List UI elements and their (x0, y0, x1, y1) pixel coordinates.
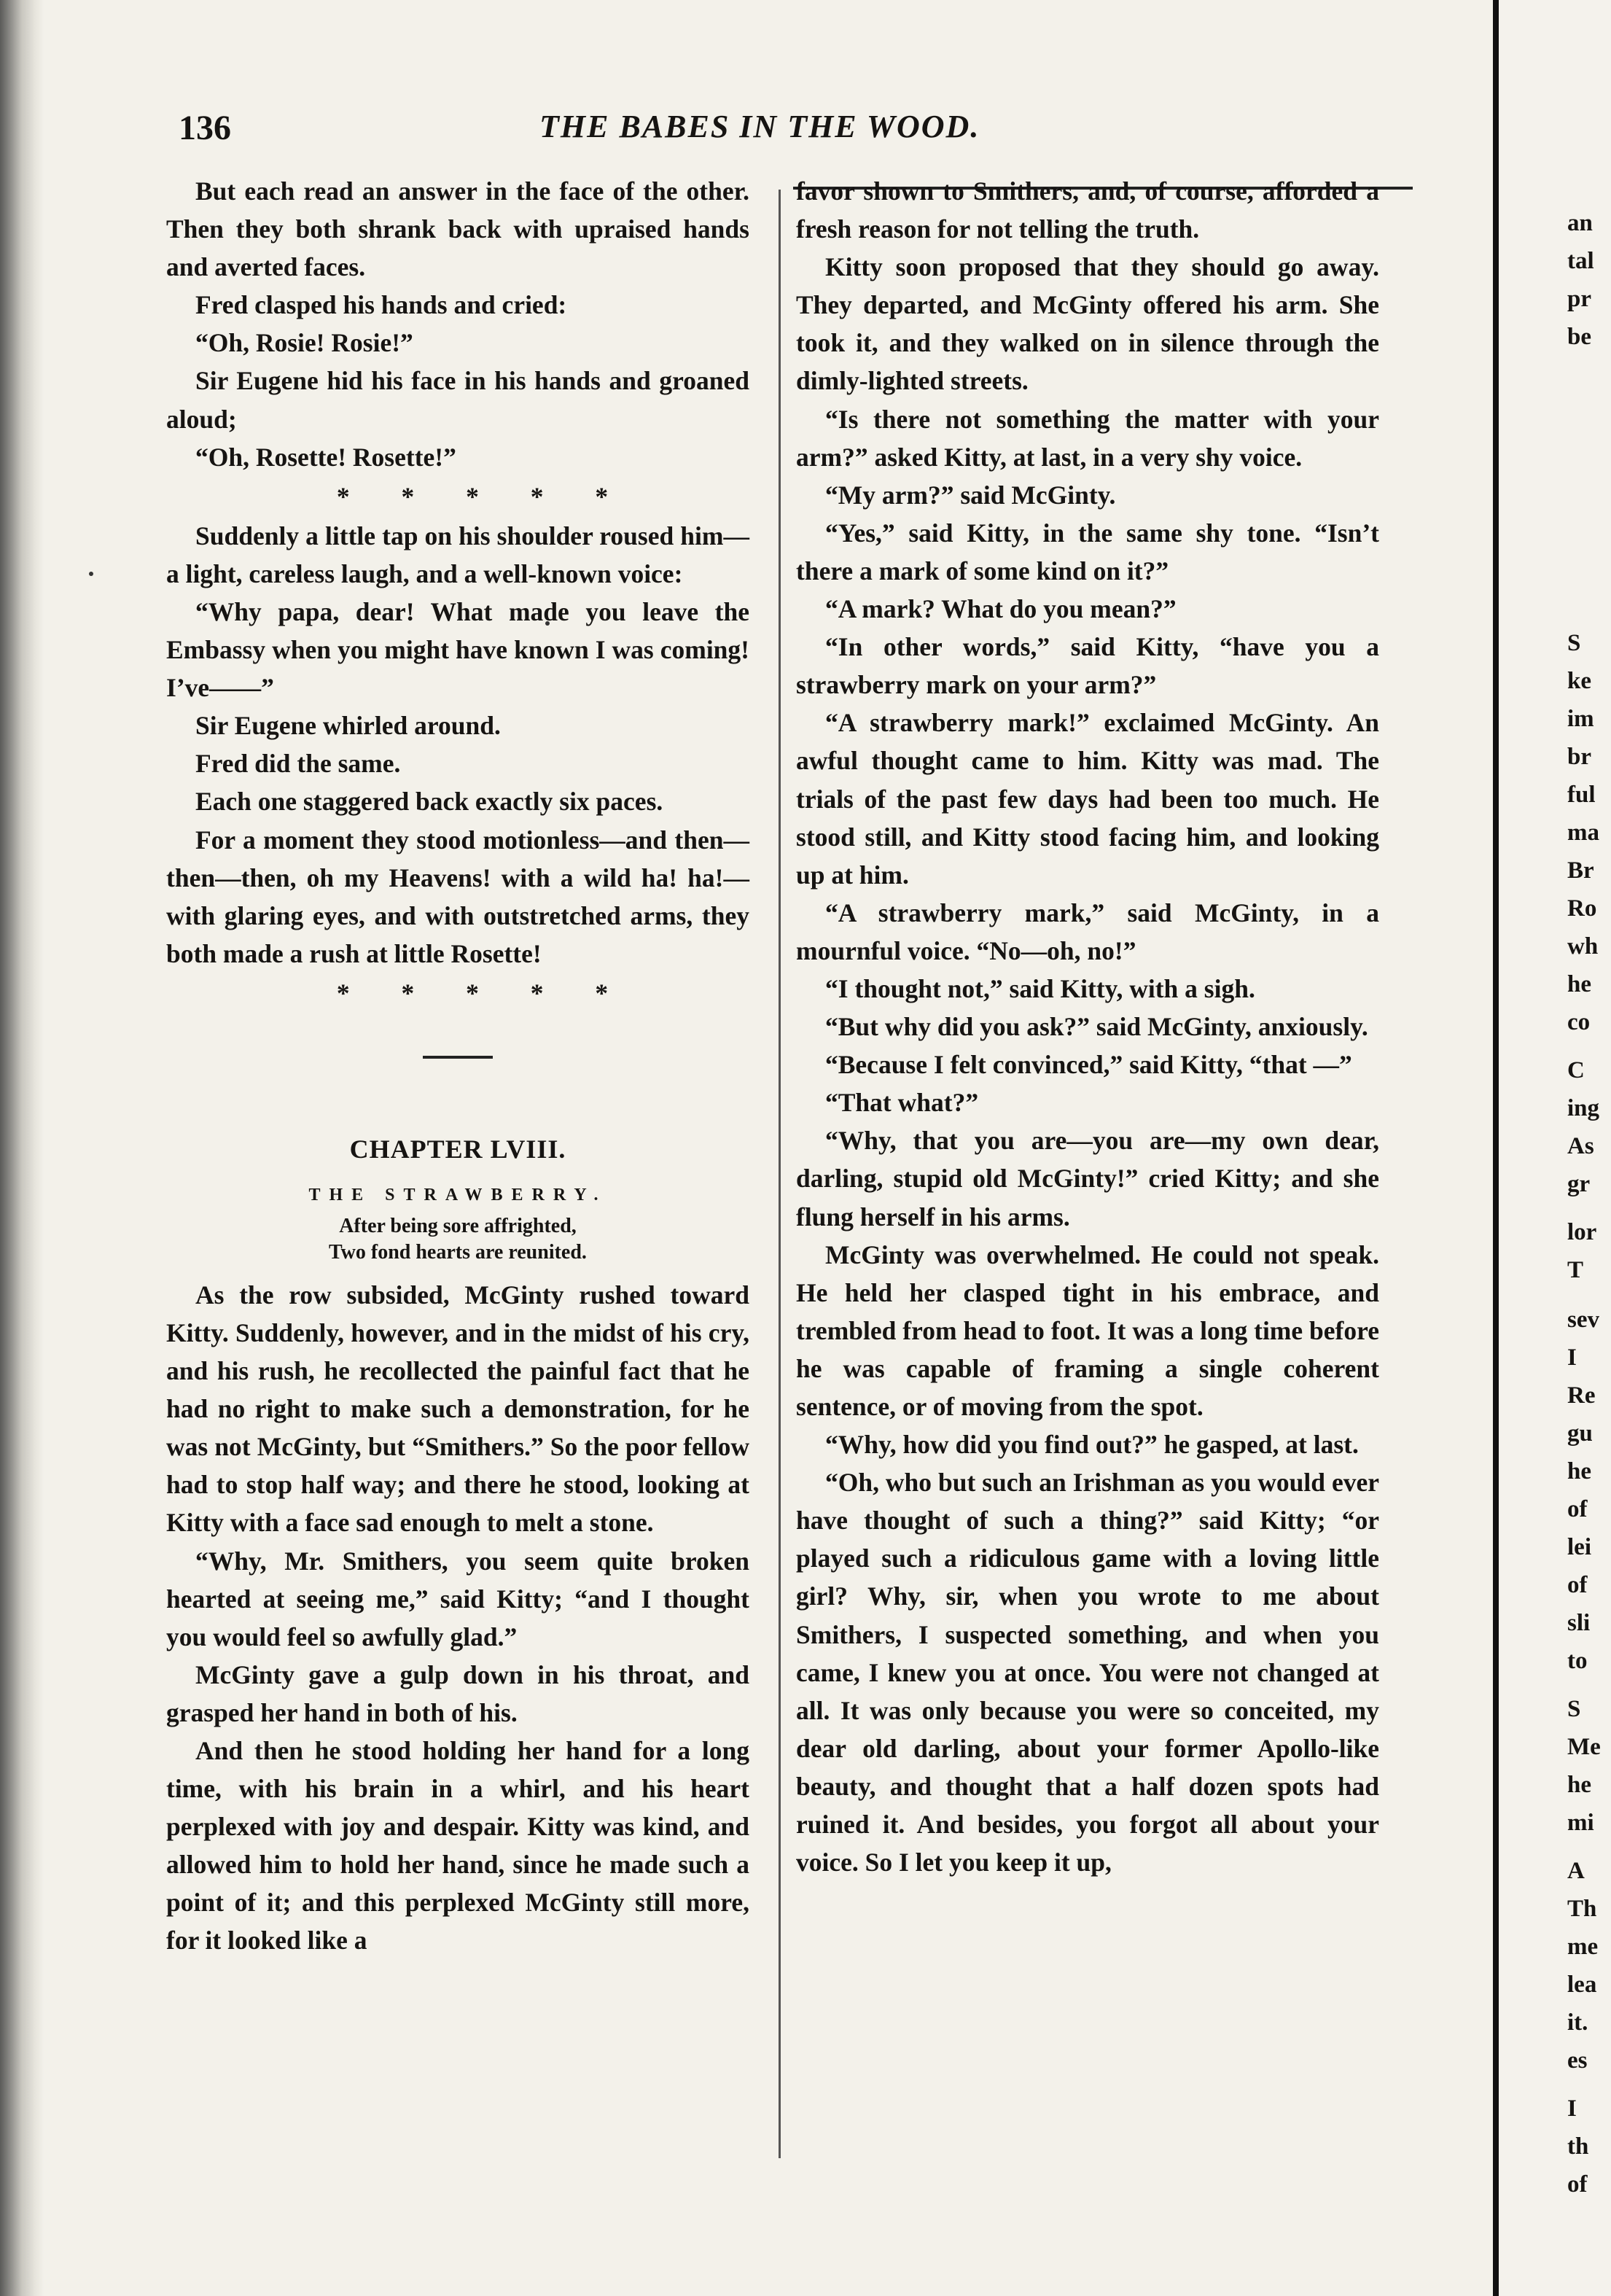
adjacent-page-fragment: it. (1567, 2009, 1588, 2036)
paragraph: favor shown to Smithers, and, of course, afforded a fresh reason for not telling the truth. (796, 176, 1379, 244)
adjacent-page-fragment: lei (1567, 1534, 1591, 1560)
adjacent-page-fragment: of (1567, 1572, 1588, 1598)
paragraph: Kitty soon proposed that they should go away. They departed, and McGinty offered his arm. She took it, and they walked on in silence through the dimly-lighted streets. (796, 252, 1379, 396)
adjacent-page-fragment: mi (1567, 1810, 1594, 1836)
paragraph: “I thought not,” said Kitty, with a sigh. (825, 973, 1255, 1003)
adjacent-page-fragment: S (1567, 1696, 1581, 1722)
adjacent-page-fragment: lor (1567, 1219, 1597, 1245)
adjacent-page-fragment: ma (1567, 820, 1599, 846)
adjacent-page-fragment: me (1567, 1934, 1599, 1960)
paragraph: “A strawberry mark,” said McGinty, in a mournful voice. “No—oh, no!” (796, 898, 1379, 965)
paragraph: “Why papa, dear! What made you leave the Embassy when you might have known I was coming! I’ve——” (166, 596, 749, 703)
paragraph: “Is there not something the matter with your arm?” asked Kitty, at last, in a very shy voice. (796, 404, 1379, 472)
adjacent-page-fragment: Ro (1567, 895, 1597, 922)
paragraph: Each one staggered back exactly six paces. (195, 787, 663, 817)
running-title: THE BABES IN THE WOOD. (539, 109, 980, 144)
adjacent-page-fragment: gu (1567, 1420, 1593, 1447)
paragraph: But each read an answer in the face of the other. Then they both shrank back with upraised hands and averted faces. (166, 176, 749, 282)
paragraph: Sir Eugene whirled around. (195, 711, 501, 741)
adjacent-page-fragment: pr (1567, 286, 1591, 312)
chapter-rule (423, 1056, 493, 1059)
epigraph-line: After being sore affrighted, (339, 1214, 577, 1237)
paragraph: Fred did the same. (195, 749, 401, 779)
chapter-epigraph (166, 1213, 749, 1266)
adjacent-page-fragment: S (1567, 630, 1581, 656)
adjacent-page-fragment: of (1567, 2171, 1588, 2198)
paragraph: “Oh, Rosie! Rosie!” (195, 328, 413, 358)
paragraph: “My arm?” said McGinty. (825, 480, 1116, 510)
paragraph: “Why, how did you find out?” he gasped, at last. (825, 1430, 1359, 1460)
adjacent-page-fragment: lea (1567, 1972, 1597, 1998)
chapter-title: CHAPTER LVIII. (349, 1134, 566, 1164)
adjacent-page-fragment: im (1567, 706, 1594, 732)
adjacent-page-fragment: C (1567, 1057, 1585, 1083)
column-divider (779, 190, 781, 2158)
print-speck (89, 572, 93, 576)
paragraph: Suddenly a little tap on his shoulder roused him—a light, careless laugh, and a well-known voice: (166, 521, 749, 588)
adjacent-page-fragment: tal (1567, 248, 1594, 274)
adjacent-page-fragment: ke (1567, 668, 1591, 694)
paragraph: Sir Eugene hid his face in his hands and groaned aloud; (166, 366, 749, 434)
adjacent-page-fragment: he (1567, 971, 1591, 997)
right-column (796, 172, 1379, 1881)
paragraph: “In other words,” said Kitty, “have you a strawberry mark on your arm?” (796, 632, 1379, 700)
paragraph: McGinty was overwhelmed. He could not speak. He held her clasped tight in his embrace, and trembled from head to foot. It was a long time before he was capable of framing a single coherent sentence, or of moving from the spot. (796, 1240, 1379, 1421)
adjacent-page-fragment: Me (1567, 1734, 1601, 1760)
adjacent-page-fragment: A (1567, 1858, 1585, 1884)
adjacent-page-fragment: of (1567, 1496, 1588, 1522)
adjacent-page-fragment: I (1567, 2095, 1577, 2122)
adjacent-page-fragment: be (1567, 324, 1591, 350)
adjacent-page-fragment: es (1567, 2047, 1588, 2074)
section-break-stars: * * * * * (336, 978, 609, 1008)
page-number: 136 (179, 109, 231, 147)
paragraph: “But why did you ask?” said McGinty, anxiously. (825, 1012, 1368, 1042)
page-edge (1493, 0, 1499, 2296)
adjacent-page-fragment: to (1567, 1648, 1588, 1674)
adjacent-page-fragment: ing (1567, 1095, 1600, 1121)
paragraph: “Oh, who but such an Irishman as you would ever have thought of such a thing?” said Kitty; “or played such a ridiculous game with a loving little girl? Why, sir, when you wrote to me about Smithers, I suspected something, and when you came, I knew you at once. You were not changed at all. It was only because you were so conceited, my dear old darling, about your former Apollo-like beauty, and thought that a half dozen spots had ruined it. And besides, you forgot all about your voice. So I let you keep it up, (796, 1468, 1379, 1877)
left-column (166, 172, 749, 1960)
adjacent-page-fragment: co (1567, 1009, 1591, 1035)
paragraph: And then he stood holding her hand for a long time, with his brain in a whirl, and his heart perplexed with joy and despair. Kitty was kind, and allowed him to hold her hand, since he made such a point of it; and this perplexed McGinty still more, for it looked like a (166, 1736, 749, 1956)
binding-gutter (0, 0, 44, 2296)
chapter-subtitle: THE STRAWBERRY. (308, 1185, 607, 1205)
adjacent-page-fragment: an (1567, 210, 1593, 236)
paragraph: “Why, that you are—you are—my own dear, darling, stupid old McGinty!” cried Kitty; and she flung herself in his arms. (796, 1126, 1379, 1231)
paragraph: “A mark? What do you mean?” (825, 594, 1177, 624)
paragraph: “Yes,” said Kitty, in the same shy tone. “Isn’t there a mark of some kind on it?” (796, 518, 1379, 585)
adjacent-page-fragment: gr (1567, 1171, 1591, 1197)
paragraph: Fred clasped his hands and cried: (195, 290, 567, 320)
paragraph: McGinty gave a gulp down in his throat, and grasped her hand in both of his. (166, 1659, 749, 1727)
adjacent-page-fragment: he (1567, 1772, 1591, 1798)
adjacent-page-fragment: Br (1567, 857, 1594, 884)
paragraph: “Because I felt convinced,” said Kitty, “that —” (825, 1050, 1352, 1080)
adjacent-page-fragment: br (1567, 744, 1591, 770)
adjacent-page-fragment: Th (1567, 1896, 1597, 1922)
paragraph: “A strawberry mark!” exclaimed McGinty. An awful thought came to him. Kitty was mad. The trials of the past few days had been too much. He stood still, and Kitty stood facing him, and looking up at him. (796, 708, 1379, 890)
paragraph: For a moment they stood motionless—and then—then—then, oh my Heavens! with a wild ha! ha!—with glaring eyes, and with outstretched arms, they both made a rush at little Rosette! (166, 825, 749, 968)
adjacent-page-fragment: he (1567, 1458, 1591, 1484)
epigraph-line: Two fond hearts are reunited. (329, 1240, 587, 1264)
adjacent-page-fragment: sev (1567, 1307, 1599, 1333)
adjacent-page-fragment: sli (1567, 1610, 1591, 1636)
paragraph: “Oh, Rosette! Rosette!” (195, 442, 456, 472)
adjacent-page-fragment: As (1567, 1133, 1594, 1159)
paragraph: As the row subsided, McGinty rushed toward Kitty. Suddenly, however, and in the midst of his cry, and his rush, he recollected the painful fact that he had no right to make such a demonstration, for he was not McGinty, but “Smithers.” So the poor fellow had to stop half way; and there he stood, looking at Kitty with a face sad enough to melt a stone. (166, 1280, 749, 1538)
adjacent-page-fragment: I (1567, 1344, 1577, 1371)
paragraph: “That what?” (825, 1088, 979, 1118)
adjacent-page-fragment: wh (1567, 933, 1599, 960)
paragraph: “Why, Mr. Smithers, you seem quite broken hearted at seeing me,” said Kitty; “and I thought you would feel so awfully glad.” (166, 1546, 749, 1651)
adjacent-page-fragment: Re (1567, 1382, 1596, 1409)
adjacent-page-fragment: T (1567, 1257, 1584, 1283)
adjacent-page-fragment: th (1567, 2133, 1589, 2160)
section-break-stars: * * * * * (336, 481, 609, 511)
adjacent-page-fragment: ful (1567, 782, 1596, 808)
